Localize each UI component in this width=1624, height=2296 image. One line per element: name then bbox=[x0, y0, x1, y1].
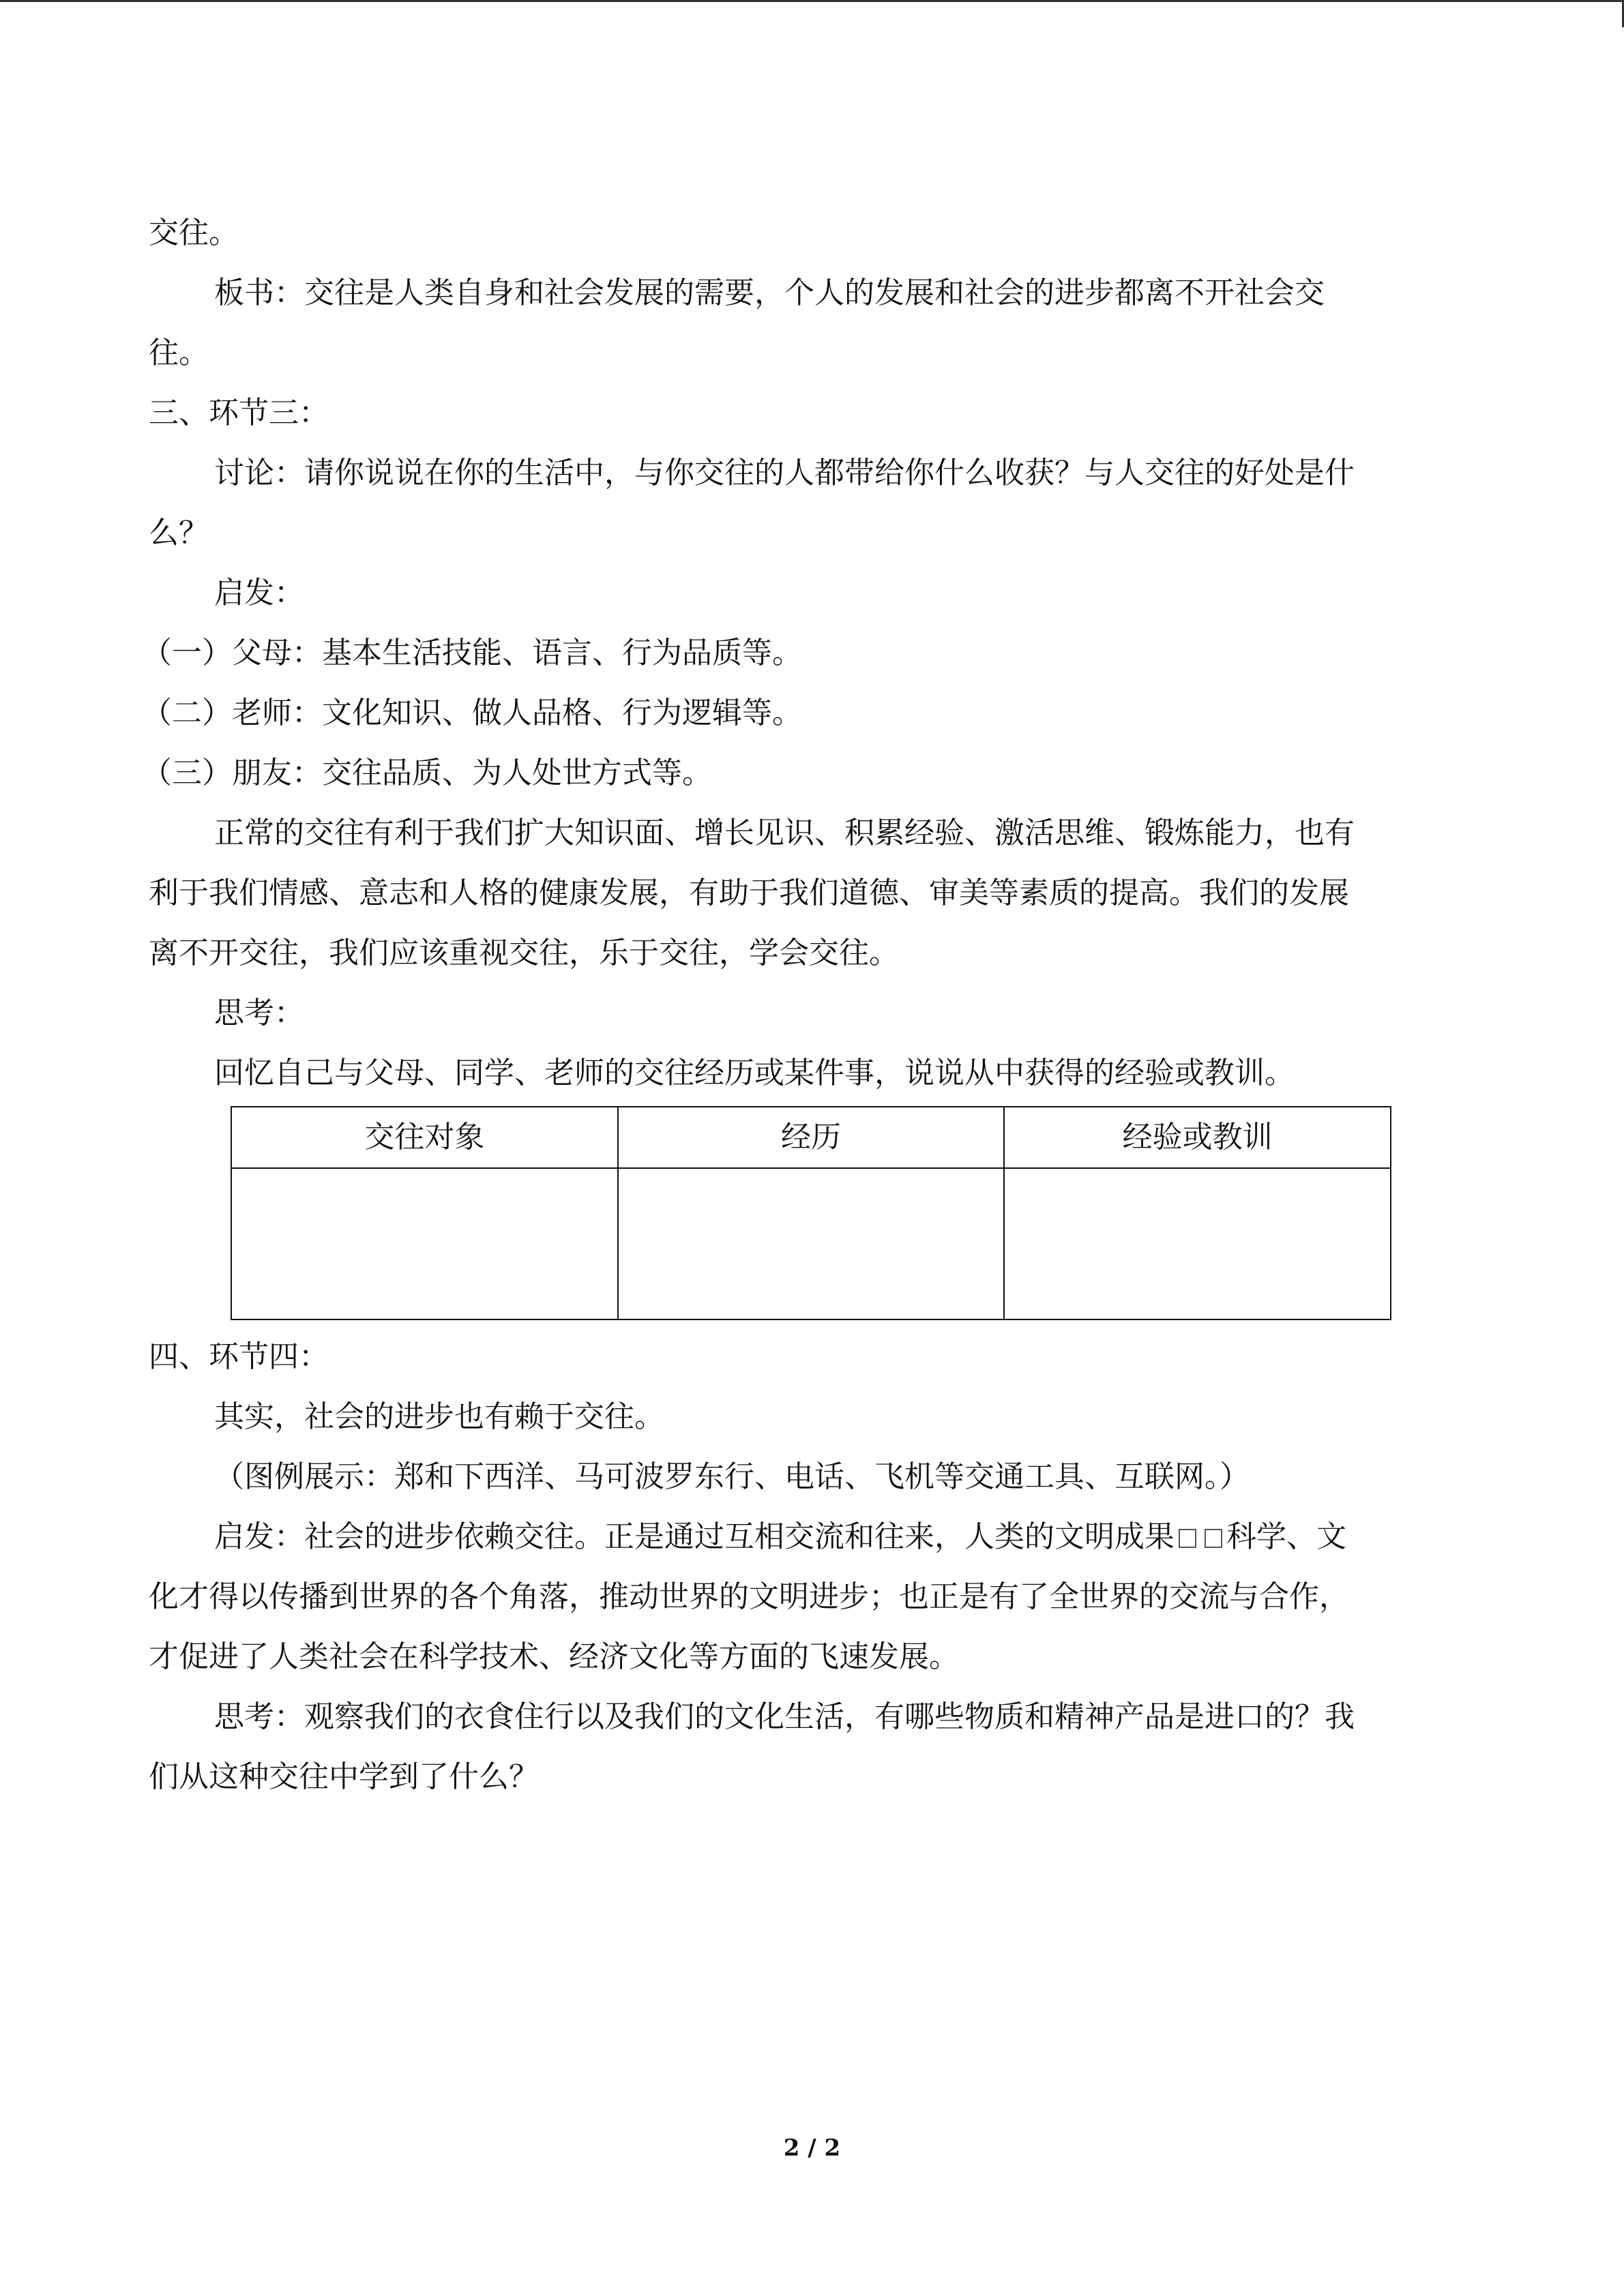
placeholder-box-icon bbox=[1205, 1529, 1222, 1548]
inspiration-society-line-3: 才促进了人类社会在科学技术、经济文化等方面的飞速发展。 bbox=[149, 1639, 959, 1674]
table-header-target: 交往对象 bbox=[231, 1107, 618, 1168]
page-top-border bbox=[0, 0, 1624, 2]
blackboard-note-line-1: 板书：交往是人类自身和社会发展的需要，个人的发展和社会的进步都离不开社会交 bbox=[214, 275, 1325, 310]
page-number: 2 / 2 bbox=[783, 2134, 841, 2162]
observe-question-line-2: 们从这种交往中学到了什么？ bbox=[149, 1759, 539, 1794]
list-item-friends: （三）朋友：交往品质、为人处世方式等。 bbox=[142, 756, 712, 790]
paragraph-continuation: 交往。 bbox=[149, 215, 239, 250]
blackboard-note-line-2: 往。 bbox=[149, 336, 209, 370]
section-heading-4: 四、环节四： bbox=[149, 1339, 329, 1374]
document-body bbox=[142, 203, 1458, 1807]
inspiration-society-text-end: 科学、文 bbox=[1226, 1519, 1346, 1554]
inspiration-society-line-2: 化才得以传播到世界的各个角落，推动世界的文明进步；也正是有了全世界的交流与合作， bbox=[149, 1579, 1349, 1614]
think-label: 思考： bbox=[214, 996, 304, 1030]
recall-instruction: 回忆自己与父母、同学、老师的交往经历或某件事，说说从中获得的经验或教训。 bbox=[214, 1056, 1295, 1090]
table-row bbox=[231, 1168, 1391, 1320]
section-heading-3: 三、环节三： bbox=[149, 396, 329, 430]
normal-communication-line-3: 离不开交往，我们应该重视交往，乐于交往，学会交往。 bbox=[149, 936, 899, 970]
list-item-teachers: （二）老师：文化知识、做人品格、行为逻辑等。 bbox=[142, 696, 802, 730]
society-progress-line: 其实，社会的进步也有赖于交往。 bbox=[214, 1399, 664, 1434]
table-cell-experience[interactable] bbox=[618, 1168, 1005, 1320]
observe-question-line-1: 思考：观察我们的衣食住行以及我们的文化生活，有哪些物质和精神产品是进口的？我 bbox=[214, 1699, 1355, 1734]
table-cell-lesson[interactable] bbox=[1004, 1168, 1391, 1320]
table-header-row bbox=[231, 1107, 1391, 1168]
inspiration-society-text-start: 启发：社会的进步依赖交往。正是通过互相交流和往来，人类的文明成果 bbox=[214, 1519, 1175, 1554]
list-item-parents: （一）父母：基本生活技能、语言、行为品质等。 bbox=[142, 636, 802, 670]
illustration-note: （图例展示：郑和下西洋、马可波罗东行、电话、飞机等交通工具、互联网。） bbox=[214, 1459, 1250, 1494]
normal-communication-line-1: 正常的交往有利于我们扩大知识面、增长见识、积累经验、激活思维、锻炼能力，也有 bbox=[214, 816, 1355, 850]
table-header-lesson: 经验或教训 bbox=[1004, 1107, 1391, 1168]
discussion-line-2: 么？ bbox=[149, 516, 209, 550]
placeholder-box-icon bbox=[1179, 1529, 1196, 1548]
inspiration-society-line-1 bbox=[149, 1507, 1458, 1567]
discussion-line-1: 讨论：请你说说在你的生活中，与你交往的人都带给你什么收获？与人交往的好处是什 bbox=[214, 456, 1355, 490]
inspiration-label: 启发： bbox=[214, 576, 304, 610]
experience-table bbox=[231, 1106, 1391, 1320]
table-header-experience: 经历 bbox=[618, 1107, 1005, 1168]
normal-communication-line-2: 利于我们情感、意志和人格的健康发展，有助于我们道德、审美等素质的提高。我们的发展 bbox=[149, 876, 1349, 910]
table-cell-target[interactable] bbox=[231, 1168, 618, 1320]
